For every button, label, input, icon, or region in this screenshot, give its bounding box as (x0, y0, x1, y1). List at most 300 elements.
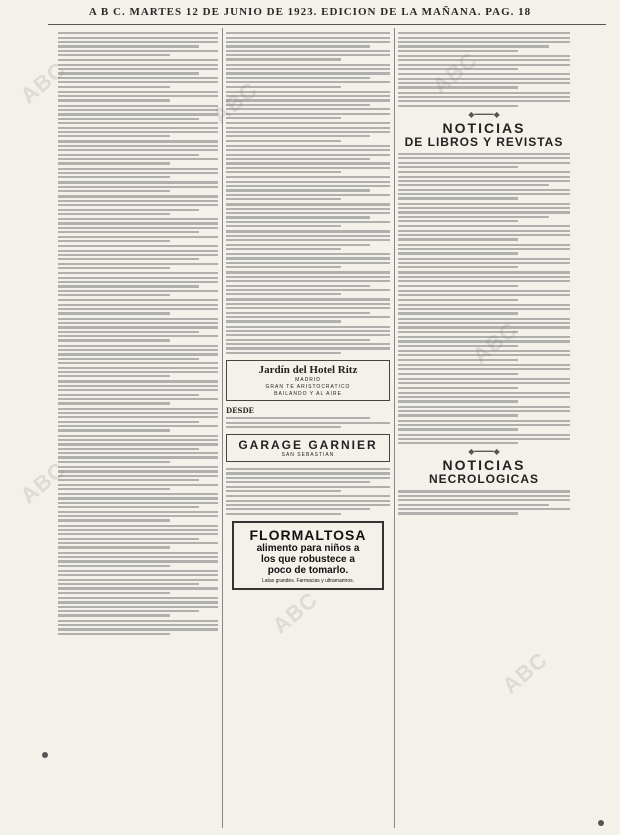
text-line (226, 225, 341, 227)
text-line (226, 127, 390, 129)
text-line (58, 209, 199, 211)
column-divider (222, 28, 223, 828)
text-line (226, 81, 390, 83)
paragraph (226, 122, 390, 142)
text-line (58, 312, 170, 314)
paragraph (58, 570, 218, 594)
paragraph (398, 434, 570, 445)
paragraph (398, 318, 570, 333)
paragraph (58, 59, 218, 87)
text-line (58, 408, 218, 410)
text-line (58, 560, 218, 562)
text-line (58, 250, 218, 252)
text-line (226, 266, 341, 268)
text-line (398, 359, 518, 361)
paragraph (226, 468, 390, 492)
text-line (398, 299, 518, 301)
text-line (58, 525, 218, 527)
text-line (58, 565, 170, 567)
text-line (398, 64, 570, 66)
ad-garage-name: GARAGE GARNIER (238, 438, 378, 453)
text-line (398, 216, 549, 218)
text-line (226, 86, 341, 88)
text-line (398, 180, 570, 182)
ad-hotel-name: Jardín del Hotel Ritz (258, 363, 358, 376)
text-line (226, 239, 390, 241)
text-line (58, 497, 218, 499)
text-line (226, 77, 370, 79)
text-line (58, 190, 170, 192)
text-line (58, 218, 218, 220)
paragraph (58, 466, 218, 490)
text-line (398, 280, 570, 282)
text-line (58, 331, 199, 333)
text-line (58, 299, 218, 301)
text-line (398, 495, 570, 497)
text-line (226, 131, 390, 133)
text-line (58, 245, 218, 247)
text-line (226, 140, 341, 142)
text-line (58, 181, 218, 183)
text-line (58, 267, 170, 269)
text-line (58, 416, 218, 418)
text-line (58, 380, 218, 382)
text-line (398, 230, 570, 232)
text-line (398, 176, 570, 178)
text-line (398, 59, 570, 61)
text-line (226, 181, 390, 183)
text-line (58, 349, 218, 351)
paragraph (226, 230, 390, 250)
text-line (58, 335, 218, 337)
text-line (398, 166, 518, 168)
text-line (58, 195, 218, 197)
text-line (226, 253, 390, 255)
text-line (58, 227, 218, 229)
text-line (398, 153, 570, 155)
text-line (226, 320, 341, 322)
paragraph (398, 55, 570, 70)
text-line (226, 221, 390, 223)
text-line (398, 499, 570, 501)
text-line (58, 456, 218, 458)
text-line (398, 86, 518, 88)
text-line (58, 131, 218, 133)
paragraph (398, 225, 570, 240)
text-line (58, 587, 218, 589)
text-line (58, 412, 218, 414)
text-line (398, 37, 570, 39)
paragraph (58, 272, 218, 296)
paragraph (226, 203, 390, 227)
text-line (58, 448, 199, 450)
text-line (398, 382, 570, 384)
text-line (398, 424, 570, 426)
paragraph (58, 380, 218, 404)
paragraph (226, 495, 390, 515)
paragraph (226, 271, 390, 295)
text-line (58, 254, 218, 256)
text-line (58, 353, 218, 355)
text-line (58, 511, 218, 513)
text-line (398, 373, 518, 375)
text-line (58, 552, 218, 554)
paragraph (398, 378, 570, 389)
text-line (398, 276, 570, 278)
text-line (58, 484, 218, 486)
text-line (226, 271, 390, 273)
text-line (226, 472, 390, 474)
text-line (226, 203, 390, 205)
text-line (58, 213, 170, 215)
column-center (226, 30, 390, 830)
ad-hotel-line: GRAN TE ARISTOCRATICO (265, 383, 351, 390)
text-line (398, 105, 518, 107)
text-line (398, 414, 518, 416)
paragraph (398, 490, 570, 514)
text-line (58, 77, 218, 79)
column-left (58, 30, 218, 830)
text-line (58, 546, 170, 548)
text-line (398, 171, 570, 173)
text-line (58, 105, 218, 107)
text-line (226, 176, 390, 178)
text-line (398, 331, 518, 333)
text-line (226, 298, 390, 300)
text-line (398, 434, 570, 436)
section-subtitle-books: DE LIBROS Y REVISTAS (404, 134, 564, 149)
text-line (58, 435, 218, 437)
text-line (58, 41, 218, 43)
text-line (58, 533, 218, 535)
text-line (58, 231, 199, 233)
text-line (226, 303, 390, 305)
text-line (58, 367, 218, 369)
paragraph (398, 392, 570, 403)
text-line (226, 426, 341, 428)
text-line (226, 312, 370, 314)
text-line (398, 203, 570, 205)
text-line (58, 345, 218, 347)
column-right (398, 30, 570, 830)
text-line (226, 154, 390, 156)
text-line (226, 244, 370, 246)
text-line (58, 304, 218, 306)
text-line (58, 579, 218, 581)
text-line (58, 633, 170, 635)
text-line (58, 470, 218, 472)
text-line (58, 620, 218, 622)
text-line (398, 442, 518, 444)
text-line (58, 186, 218, 188)
text-line (58, 574, 218, 576)
text-line (58, 583, 199, 585)
text-line (226, 68, 390, 70)
text-line (226, 262, 390, 264)
ad-desde-label: DESDE (226, 405, 254, 415)
text-line (226, 212, 390, 214)
text-line (398, 96, 570, 98)
text-line (58, 488, 170, 490)
text-line (226, 330, 390, 332)
text-line (226, 54, 390, 56)
section-title-necro: NOTICIAS (442, 457, 526, 474)
text-line (58, 258, 199, 260)
text-line (398, 400, 518, 402)
text-line (58, 326, 218, 328)
text-line (398, 304, 570, 306)
text-line (58, 475, 218, 477)
text-line (58, 294, 170, 296)
text-line (398, 410, 570, 412)
text-line (58, 385, 218, 387)
text-line (58, 109, 218, 111)
text-line (226, 293, 341, 295)
paragraph (398, 73, 570, 88)
text-line (58, 158, 218, 160)
ad-flor-line: alimento para niños a (256, 542, 360, 554)
text-line (58, 86, 170, 88)
paragraph (58, 181, 218, 192)
paragraph (58, 105, 218, 138)
text-line (58, 59, 218, 61)
text-line (58, 54, 170, 56)
text-line (58, 479, 199, 481)
paragraph (226, 253, 390, 268)
print-mark (598, 820, 604, 826)
text-line (398, 244, 570, 246)
text-line (58, 95, 218, 97)
text-line (58, 542, 218, 544)
text-line (226, 64, 390, 66)
text-line (226, 481, 370, 483)
text-line (58, 277, 218, 279)
paragraph (58, 140, 218, 164)
text-line (58, 281, 218, 283)
text-line (398, 238, 518, 240)
text-line (58, 606, 218, 608)
text-line (58, 68, 218, 70)
text-line (226, 504, 390, 506)
paragraph (58, 345, 218, 378)
text-line (226, 117, 341, 119)
text-line (226, 158, 370, 160)
text-line (58, 515, 218, 517)
text-line (226, 45, 370, 47)
text-line (398, 368, 570, 370)
text-line (226, 189, 370, 191)
text-line (58, 99, 170, 101)
paragraph (58, 493, 218, 521)
text-line (226, 208, 390, 210)
text-line (398, 406, 570, 408)
paragraph (398, 32, 570, 52)
text-line (58, 597, 218, 599)
text-line (58, 538, 199, 540)
paragraph (58, 318, 218, 342)
paragraph (226, 145, 390, 173)
text-line (226, 95, 390, 97)
text-line (398, 318, 570, 320)
text-line (58, 389, 218, 391)
text-line (226, 417, 370, 419)
text-line (58, 236, 218, 238)
text-line (58, 493, 218, 495)
watermark: ABC (207, 76, 263, 129)
text-line (58, 570, 218, 572)
paragraph (398, 420, 570, 431)
paragraph (226, 176, 390, 200)
text-line (58, 322, 218, 324)
text-line (58, 168, 218, 170)
paragraph (58, 435, 218, 463)
text-line (58, 429, 170, 431)
text-line (58, 162, 170, 164)
text-line (226, 113, 390, 115)
text-line (58, 81, 218, 83)
text-line (226, 91, 390, 93)
paragraph (58, 525, 218, 549)
ad-garage-sub: SAN SEBASTIAN (281, 452, 335, 459)
paragraph (398, 304, 570, 315)
text-line (58, 118, 199, 120)
ad-flor-foot: Latas grandes. Farmacias y ultramarinos. (262, 577, 354, 584)
paragraph (58, 168, 218, 179)
text-line (398, 211, 570, 213)
text-line (398, 350, 570, 352)
text-line (398, 220, 518, 222)
text-line (226, 135, 370, 137)
text-line (398, 438, 570, 440)
paragraph (58, 620, 218, 635)
text-line (58, 240, 170, 242)
paragraph (398, 171, 570, 199)
text-line (226, 167, 390, 169)
text-line (226, 171, 341, 173)
paragraph (226, 326, 390, 354)
ad-hotel-line: MADRID (295, 376, 321, 383)
text-line (398, 285, 518, 287)
text-line (58, 149, 218, 151)
page-header: A B C. MARTES 12 DE JUNIO DE 1923. EDICION DE LA MAÑANA. PAG. 18 (88, 6, 532, 18)
text-line (58, 362, 218, 364)
text-line (226, 145, 390, 147)
text-line (398, 508, 570, 510)
text-line (58, 421, 199, 423)
text-line (398, 45, 549, 47)
text-line (58, 506, 199, 508)
text-line (398, 262, 570, 264)
text-line (398, 32, 570, 34)
text-line (226, 347, 390, 349)
text-line (226, 194, 390, 196)
text-line (226, 99, 390, 101)
text-line (58, 452, 218, 454)
text-line (398, 162, 570, 164)
text-line (58, 556, 218, 558)
text-line (398, 197, 518, 199)
text-line (58, 290, 218, 292)
paragraph (398, 290, 570, 301)
text-line (226, 316, 390, 318)
text-line (226, 500, 390, 502)
text-line (226, 248, 341, 250)
text-line (58, 519, 170, 521)
text-line (226, 468, 390, 470)
text-line (58, 113, 218, 115)
text-line (398, 312, 518, 314)
text-line (398, 100, 570, 102)
paragraph (226, 64, 390, 88)
text-line (58, 628, 218, 630)
text-line (398, 193, 570, 195)
text-line (398, 354, 570, 356)
text-line (58, 64, 218, 66)
paragraph (58, 91, 218, 102)
text-line (226, 422, 390, 424)
paragraph (58, 195, 218, 215)
text-line (398, 234, 570, 236)
section-ornament: ◆━━━━◆ (468, 447, 500, 457)
text-line (398, 428, 518, 430)
paragraph (58, 597, 218, 617)
text-line (226, 185, 390, 187)
text-line (226, 289, 390, 291)
paragraph (398, 203, 570, 223)
text-line (226, 307, 390, 309)
paragraph (58, 32, 218, 56)
text-line (226, 352, 341, 354)
text-line (226, 32, 390, 34)
text-line (398, 207, 570, 209)
text-line (398, 189, 570, 191)
text-line (226, 235, 390, 237)
ad-flor-line: los que robustece a (261, 553, 355, 565)
text-line (226, 486, 390, 488)
text-line (58, 439, 218, 441)
text-line (226, 477, 390, 479)
text-line (398, 68, 518, 70)
ad-flor-name: FLORMALTOSA (249, 526, 367, 543)
paragraph (58, 245, 218, 269)
text-line (398, 41, 570, 43)
text-line (58, 466, 218, 468)
text-line (398, 490, 570, 492)
text-line (58, 285, 199, 287)
text-line (226, 257, 390, 259)
text-line (58, 172, 218, 174)
text-line (398, 512, 518, 514)
text-line (58, 222, 218, 224)
text-line (226, 41, 390, 43)
text-line (226, 495, 390, 497)
text-line (58, 145, 218, 147)
text-line (58, 176, 170, 178)
text-line (226, 285, 370, 287)
text-line (58, 394, 199, 396)
text-line (58, 135, 170, 137)
text-line (226, 326, 390, 328)
ad-garage-garnier (226, 434, 390, 462)
text-line (58, 45, 199, 47)
text-line (398, 308, 570, 310)
paragraph (226, 298, 390, 322)
text-line (226, 162, 390, 164)
text-line (58, 425, 218, 427)
text-line (398, 248, 570, 250)
text-line (58, 610, 199, 612)
text-line (398, 78, 570, 80)
